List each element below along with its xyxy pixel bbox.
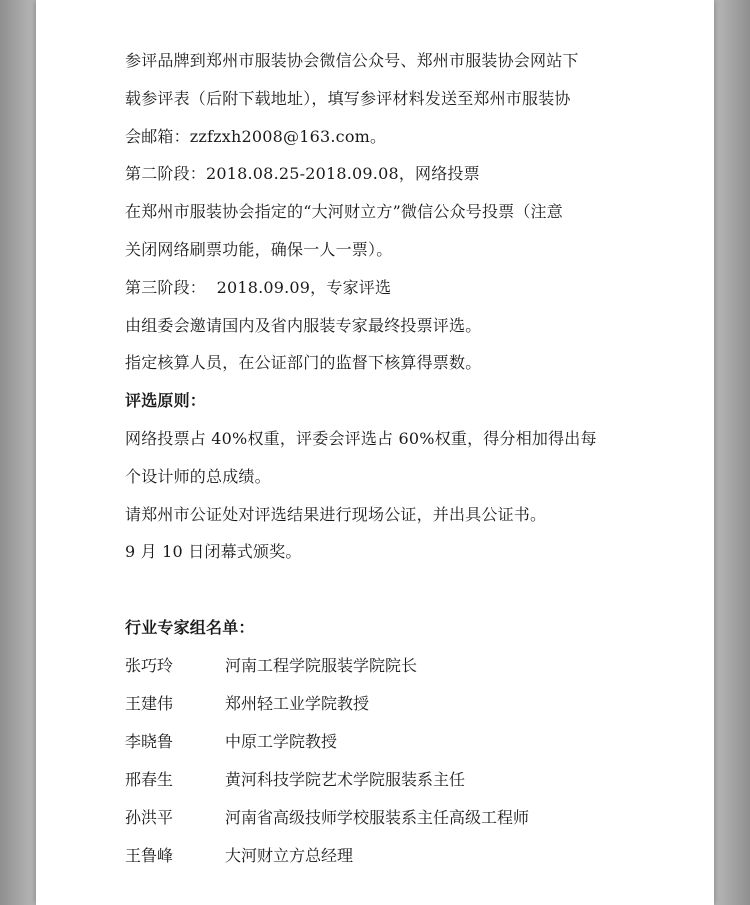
paragraph-line: 参评品牌到郑州市服装协会微信公众号、郑州市服装协会网站下 — [125, 51, 579, 70]
criteria-line: 个设计师的总成绩。 — [125, 466, 271, 486]
document-page — [36, 0, 714, 905]
expert-title: 大河财立方总经理 — [225, 845, 354, 865]
expert-row — [125, 837, 645, 875]
expert-row — [125, 799, 645, 837]
blank-line — [125, 571, 645, 609]
criteria-line: 9 月 10 日闭幕式颁奖。 — [125, 542, 302, 562]
document-content — [125, 42, 645, 875]
expert-name: 孙洪平 — [125, 807, 174, 827]
expert-row — [125, 723, 645, 761]
paragraph-line: 指定核算人员，在公证部门的监督下核算得票数。 — [125, 353, 482, 373]
expert-title: 中原工学院教授 — [225, 731, 338, 751]
viewer-background-left — [0, 0, 36, 905]
expert-name: 邢春生 — [125, 769, 174, 789]
criteria-line: 网络投票占 40%权重，评委会评选占 60%权重，得分相加得出每 — [125, 428, 597, 448]
expert-title: 黄河科技学院艺术学院服装系主任 — [225, 769, 466, 789]
expert-name: 王建伟 — [125, 693, 174, 713]
paragraph-line: 载参评表（后附下载地址），填写参评材料发送至郑州市服装协 — [125, 88, 571, 108]
stage-three-line: 第三阶段： 2018.09.09，专家评选 — [125, 277, 392, 297]
paragraph-line: 会邮箱：zzfzxh2008@163.com。 — [125, 126, 387, 146]
paragraph-line: 由组委会邀请国内及省内服装专家最终投票评选。 — [125, 315, 482, 335]
expert-row — [125, 761, 645, 799]
expert-name: 李晓鲁 — [125, 731, 174, 751]
criteria-line: 请郑州市公证处对评选结果进行现场公证，并出具公证书。 — [125, 504, 547, 524]
experts-heading: 行业专家组名单： — [125, 618, 255, 638]
paragraph-line: 关闭网络刷票功能，确保一人一票）。 — [125, 239, 393, 259]
expert-title: 河南省高级技师学校服装系主任高级工程师 — [225, 807, 530, 827]
expert-row — [125, 685, 645, 723]
stage-two-line: 第二阶段：2018.08.25-2018.09.08，网络投票 — [125, 164, 480, 184]
expert-name: 王鲁峰 — [125, 845, 174, 865]
expert-row — [125, 647, 645, 685]
viewer-background-right — [714, 0, 750, 905]
expert-title: 郑州轻工业学院教授 — [225, 693, 370, 713]
paragraph-line: 在郑州市服装协会指定的“大河财立方”微信公众号投票（注意 — [125, 202, 563, 222]
criteria-heading: 评选原则： — [125, 391, 207, 411]
expert-name: 张巧玲 — [125, 655, 174, 675]
expert-title: 河南工程学院服装学院院长 — [225, 655, 418, 675]
